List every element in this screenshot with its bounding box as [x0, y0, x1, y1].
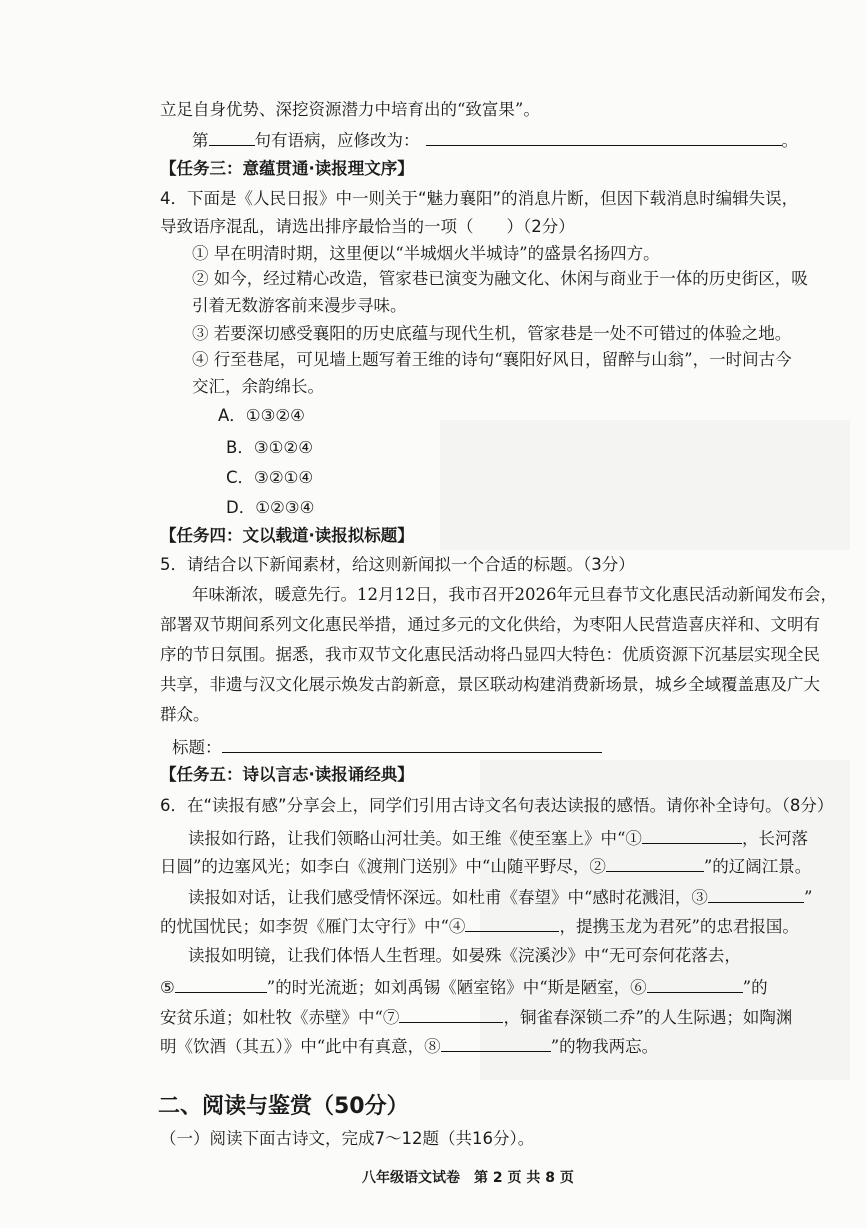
option-b[interactable]: B．③①②④ — [226, 438, 313, 457]
blank-6[interactable] — [647, 974, 743, 993]
poem-para2-line1 — [188, 884, 812, 910]
poem-para3-line3 — [160, 1004, 792, 1030]
sentence-1: ① 早在明清时期，这里便以“半城烟火半城诗”的盛景名扬四方。 — [192, 244, 660, 263]
q3-correction-blank[interactable] — [426, 127, 782, 146]
sentence-2-line2: 引着无数游客前来漫步寻味。 — [192, 296, 407, 315]
text: ，长河落 — [741, 829, 808, 848]
news-line5: 群众。 — [160, 705, 210, 724]
text: 日圆”的边塞风光；如李白《渡荆门送别》中“山随平野尽，② — [160, 857, 606, 876]
q3-sentence-number-blank[interactable] — [209, 127, 255, 146]
q3-end: 。 — [781, 131, 798, 150]
blank-5[interactable] — [175, 974, 267, 993]
part2-heading: 二、阅读与鉴赏（50分） — [158, 1094, 409, 1119]
option-c[interactable]: C．③②①④ — [226, 468, 314, 487]
q3-mid: 句有语病，应修改为： — [254, 131, 420, 150]
text: 明《饮酒（其五）》中“此中有真意，⑧ — [160, 1037, 441, 1056]
option-a[interactable]: A．①③②④ — [218, 406, 305, 425]
blank-8[interactable] — [441, 1033, 551, 1052]
q5-stem: 5．请结合以下新闻素材，给这则新闻拟一个合适的标题。（3分） — [160, 555, 635, 574]
title-answer-blank[interactable] — [222, 734, 602, 753]
task5-heading: 【任务五：诗以言志·读报诵经典】 — [160, 765, 414, 784]
q3-prefix: 第 — [192, 131, 209, 150]
option-d[interactable]: D．①②③④ — [226, 498, 315, 517]
text: ，提携玉龙为君死”的忠君报国。 — [559, 917, 799, 936]
page-footer: 八年级语文试卷 第 2 页 共 8 页 — [362, 1170, 574, 1186]
text: ⑤ — [160, 978, 175, 997]
title-answer-row — [172, 734, 602, 760]
text: ，铜雀春深锁二乔”的人生际遇；如陶渊 — [503, 1008, 793, 1027]
poem-para3-line1: 读报如明镜，让我们体悟人生哲理。如晏殊《浣溪沙》中“无可奈何花落去， — [188, 946, 741, 965]
q4-stem-line1: 4．下面是《人民日报》中一则关于“魅力襄阳”的消息片断，但因下载消息时编辑失误， — [160, 189, 799, 208]
poem-para3-line4 — [160, 1033, 658, 1059]
text: 的忧国忧民；如李贺《雁门太守行》中“④ — [160, 917, 466, 936]
text: ” — [803, 888, 813, 907]
continuation-line: 立足自身优势、深挖资源潜力中培育出的“致富果”。 — [160, 100, 540, 119]
blank-2[interactable] — [606, 853, 704, 872]
news-line3: 序的节日氛围。据悉，我市双节文化惠民活动将凸显四大特色：优质资源下沉基层实现全民 — [160, 645, 820, 664]
task3-heading: 【任务三：意蕴贯通·读报理文序】 — [160, 159, 414, 178]
text: ”的辽阔江景。 — [703, 857, 812, 876]
scan-shadow — [440, 420, 850, 550]
news-line4: 共享，非遗与汉文化展示焕发古韵新意，景区联动构建消费新场景，城乡全域覆盖惠及广大 — [160, 675, 820, 694]
text: ”的 — [742, 978, 768, 997]
blank-4[interactable] — [465, 913, 559, 932]
part2-subheading: （一）阅读下面古诗文，完成7～12题（共16分）。 — [160, 1129, 535, 1148]
blank-1[interactable] — [642, 825, 742, 844]
news-line2: 部署双节期间系列文化惠民举措，通过多元的文化供给，为枣阳人民营造喜庆祥和、文明有 — [160, 615, 820, 634]
poem-para1-line2 — [160, 853, 811, 879]
sentence-4-line2: 交汇，余韵绵长。 — [192, 377, 324, 396]
text: 安贫乐道；如杜牧《赤壁》中“⑦ — [160, 1008, 400, 1027]
poem-para2-line2 — [160, 913, 799, 939]
news-line1: 年味渐浓，暖意先行。12月12日，我市召开2026年元旦春节文化惠民活动新闻发布会， — [192, 585, 837, 604]
q4-stem-line2: 导致语序混乱，请选出排序最恰当的一项（ ）（2分） — [160, 217, 575, 236]
poem-para1-line1 — [188, 825, 808, 851]
q6-stem: 6．在“读报有感”分享会上，同学们引用古诗文名句表达读报的感悟。请你补全诗句。（8分） — [160, 796, 834, 815]
sentence-3: ③ 若要深切感受襄阳的历史底蕴与现代生机，管家巷是一处不可错过的体验之地。 — [192, 324, 792, 343]
text: ”的物我两忘。 — [550, 1037, 659, 1056]
text: 读报如对话，让我们感受情怀深远。如杜甫《春望》中“感时花溅泪，③ — [188, 888, 708, 907]
blank-7[interactable] — [399, 1004, 503, 1023]
question-3-correction — [192, 127, 798, 153]
sentence-2-line1: ② 如今，经过精心改造，管家巷已演变为融文化、休闲与商业于一体的历史街区，吸 — [192, 269, 808, 288]
title-label: 标题： — [172, 738, 222, 757]
blank-3[interactable] — [708, 884, 804, 903]
text: 读报如行路，让我们领略山河壮美。如王维《使至塞上》中“① — [188, 829, 642, 848]
text: ”的时光流逝；如刘禹锡《陋室铭》中“斯是陋室，⑥ — [266, 978, 647, 997]
sentence-4-line1: ④ 行至巷尾，可见墙上题写着王维的诗句“襄阳好风日，留醉与山翁”，一时间古今 — [192, 350, 792, 369]
poem-para3-line2 — [160, 974, 768, 1000]
task4-heading: 【任务四：文以载道·读报拟标题】 — [160, 526, 414, 545]
